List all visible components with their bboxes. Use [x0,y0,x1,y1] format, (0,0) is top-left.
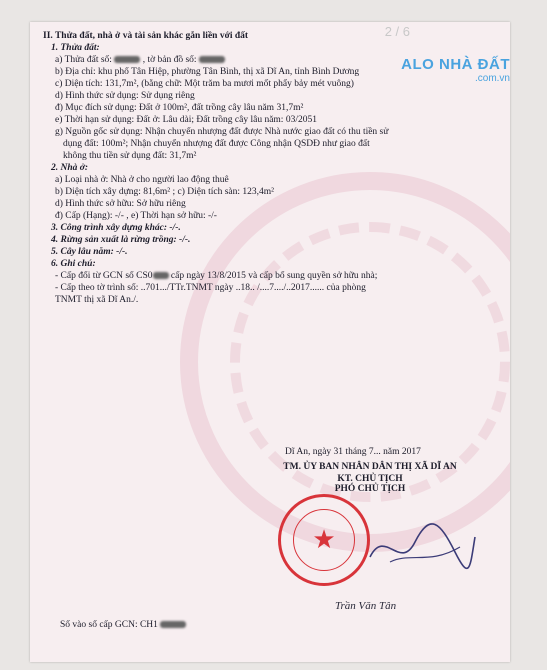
signing-title-kt: KT. CHỦ TỊCH [337,474,403,484]
redacted-gcn [153,272,169,279]
land-use-term: e) Thời hạn sử dụng: Đất ở: Lâu dài; Đất trồng cây lâu năm: 03/2051 [55,115,317,125]
watermark-sub: .com.vn [474,73,510,84]
land-use-form: d) Hình thức sử dụng: Sử dụng riêng [55,91,195,101]
plot-label: a) Thửa đất số: [55,55,112,65]
land-origin-3: không thu tiền sử dụng đất: 31,7m² [63,151,197,161]
sheet-label: , tờ bản đồ số: [142,55,197,65]
seal-inner-ring [293,509,355,571]
house-grade: đ) Cấp (Hạng): -/- , e) Thời hạn sở hữu: -/- [55,211,217,221]
perennial-trees: 5. Cây lâu năm: -/-. [51,247,128,257]
land-origin-1: g) Nguồn gốc sử dụng: Nhận chuyển nhượng đất được Nhà nước giao đất có thu tiền sử [55,127,389,137]
redacted-gcn-number [160,621,186,628]
note-1-start: - Cấp đổi từ GCN số CS0 [55,271,153,281]
house-area: b) Diện tích xây dựng: 81,6m² ; c) Diện tích sàn: 123,4m² [55,187,275,197]
signing-org: TM. ỦY BAN NHÂN DÂN THỊ XÃ DĨ AN [283,462,457,472]
forest: 4. Rừng sản xuất là rừng trồng: -/-. [51,235,191,245]
handwritten-signature [360,517,480,577]
red-seal-stamp [278,494,370,586]
page-number: 2 / 6 [384,24,410,39]
land-plot-number [43,54,493,66]
section-title: II. Thửa đất, nhà ở và tài sản khác gắn liền với đất [43,31,249,41]
document-body [43,30,493,306]
gcn-label: Số vào sổ cấp GCN: CH1 [60,620,158,630]
land-origin-2: dụng đất: 100m²; Nhận chuyển nhượng đất được Công nhận QSDĐ như giao đất [63,139,370,149]
note-3: TNMT thị xã Dĩ An./. [55,295,139,305]
redacted-plot-number [114,56,140,63]
star-icon: ★ [312,525,336,554]
house-heading: 2. Nhà ở: [51,163,89,173]
house-type: a) Loại nhà ở: Nhà ở cho người lao động thuê [55,175,229,185]
land-heading: 1. Thửa đất: [51,43,100,53]
land-area: c) Diện tích: 131,7m², (bằng chữ: Một trăm ba mươi mốt phẩy bảy mét vuông) [55,79,354,89]
signing-title [245,474,495,494]
note-1-end: cấp ngày 13/8/2015 và cấp bổ sung quyền sở hữu nhà; [168,271,378,281]
house-ownership: d) Hình thức sở hữu: Sở hữu riêng [55,199,186,209]
watermark-main: ALO NHÀ ĐẤT [401,56,510,73]
signing-date: Dĩ An, ngày 31 tháng 7... năm 2017 [285,447,421,457]
land-use-purpose: đ) Mục đích sử dụng: Đất ở 100m², đất trồng cây lâu năm 31,7m² [55,103,304,113]
signing-title-vice: PHÓ CHỦ TỊCH [334,484,406,494]
other-works: 3. Công trình xây dựng khác: -/-. [51,223,181,233]
gcn-register-number [60,620,186,630]
signer-name: Trần Văn Tân [335,600,397,612]
land-address: b) Địa chỉ: khu phố Tân Hiệp, phường Tân Bình, thị xã Dĩ An, tỉnh Bình Dương [55,67,360,77]
notes-heading: 6. Ghi chú: [51,259,96,269]
note-1 [43,270,493,282]
signing-block [245,447,495,494]
redacted-sheet-number [199,56,225,63]
certificate-page [30,22,510,662]
note-2: - Cấp theo tờ trình số: ..701.../TTr.TNMT ngày ..18.. /....7..../..2017...... của phòng [55,283,366,293]
